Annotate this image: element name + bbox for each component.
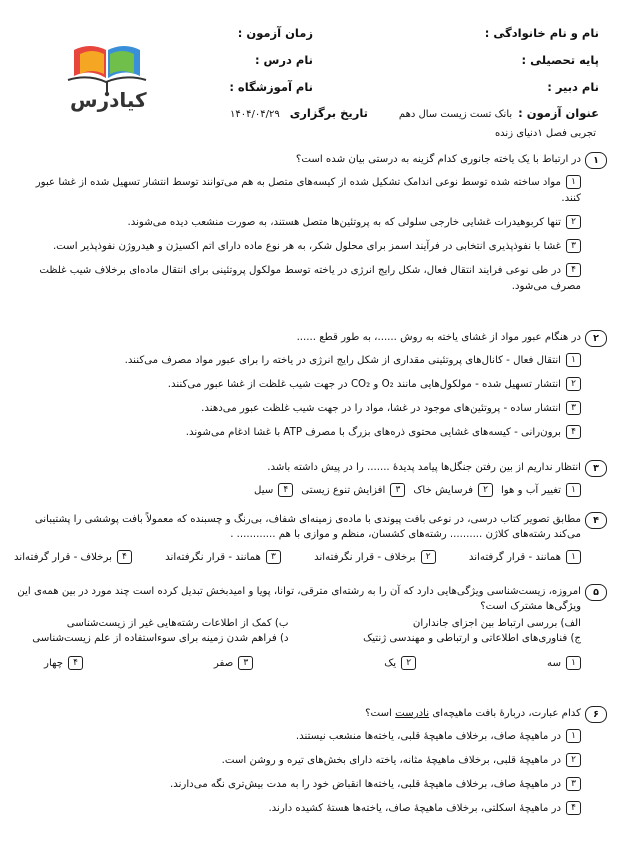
teacher-label: نام دبیر : bbox=[547, 80, 599, 94]
option-text: مواد ساخته شده توسط نوعی اندامک تشکیل شده از کیسه‌های متصل به هم می‌توانند توسط انتشار تسهیل شده از غشا عبور کنند. bbox=[35, 177, 581, 204]
question-text: در ارتباط با یک یاخته جانوری کدام گزینه به درستی بیان شده است؟ bbox=[295, 154, 581, 165]
option-text: غشا با نفوذپذیری انتخابی در فرآیند اسمز برای محلول شکر، به هر نوع ماده دارای اتم اکسیژن و هیدروژن نفوذپذیر است. bbox=[52, 241, 561, 252]
statement-list bbox=[14, 616, 581, 646]
option-text: انتشار تسهیل شده - مولکول‌هایی مانند O₂ و CO₂ در جهت شیب غلظت از غشا عبور می‌کنند. bbox=[167, 379, 561, 390]
option-text: برخلاف - قرار گرفته‌اند bbox=[14, 552, 112, 563]
question-5 bbox=[14, 584, 607, 670]
option-number: ۳ bbox=[238, 656, 253, 670]
exam-date bbox=[230, 106, 368, 120]
question-1 bbox=[14, 152, 607, 295]
option-number: ۲ bbox=[566, 215, 581, 229]
exam-title bbox=[399, 106, 599, 120]
option-number: ۳ bbox=[566, 401, 581, 415]
question-text: امروزه، زیست‌شناسی ویژگی‌هایی دارد که آن را به رشته‌ای مترقی، توانا، پویا و امیدبخش تبدیل کرده است چند مورد در بین همه‌ی این ویژگی‌ها مشترک است؟ bbox=[17, 586, 581, 612]
option-3[interactable] bbox=[14, 239, 581, 255]
option-4[interactable] bbox=[254, 483, 293, 497]
option-3[interactable] bbox=[301, 483, 405, 497]
option-3[interactable] bbox=[14, 401, 581, 417]
option-text: در ماهیچهٔ قلبی، برخلاف ماهیچهٔ مثانه، یاخته دارای بخش‌های تیره و روشن است. bbox=[221, 755, 561, 766]
underlined-keyword: نادرست bbox=[395, 708, 430, 719]
question-2 bbox=[14, 330, 607, 441]
options-row bbox=[14, 550, 581, 564]
option-4[interactable] bbox=[14, 550, 132, 564]
option-text: همانند - قرار گرفته‌اند bbox=[468, 552, 561, 563]
option-text: سه bbox=[547, 658, 561, 669]
exam-date-value: ۱۴۰۴/۰۴/۲۹ bbox=[229, 109, 280, 120]
option-3[interactable] bbox=[165, 550, 281, 564]
question-text: در هنگام عبور مواد از غشای یاخته به روش ......، به طور قطع ...... bbox=[296, 332, 581, 343]
option-1[interactable] bbox=[14, 729, 581, 745]
option-text: در ماهیچهٔ صاف، برخلاف ماهیچهٔ قلبی، یاخته‌ها منشعب نیستند. bbox=[295, 731, 561, 742]
options-row bbox=[14, 656, 581, 670]
institute-label: نام آموزشگاه : bbox=[229, 80, 313, 94]
question-3 bbox=[14, 460, 607, 497]
option-number: ۱ bbox=[566, 483, 581, 497]
option-text: انتشار ساده - پروتئین‌های موجود در غشا، مواد را در جهت شیب غلظت عبور می‌دهند. bbox=[201, 403, 561, 414]
option-text: در طی نوعی فرایند انتقال فعال، شکل رایج انرژی در یاخته توسط مولکول پروتئینی برای انتقال ماده‌ای برخلاف شیب غلظت مصرف می‌شود. bbox=[39, 265, 581, 292]
statement-item: ب) کمک از اطلاعات رشته‌هایی غیر از زیست‌شناسی bbox=[66, 618, 289, 629]
option-number: ۴ bbox=[278, 483, 293, 497]
exam-title-value: بانک تست زیست سال دهم bbox=[398, 109, 513, 120]
option-number: ۴ bbox=[566, 425, 581, 439]
option-3[interactable] bbox=[14, 777, 581, 793]
option-text: فرسایش خاک bbox=[413, 485, 474, 496]
exam-subtitle: تجربی فصل ۱دنیای زنده bbox=[494, 128, 596, 139]
question-text bbox=[14, 706, 581, 721]
option-number: ۳ bbox=[390, 483, 405, 497]
logo-wordmark: کیادرس bbox=[70, 88, 147, 112]
question-number: ۲ bbox=[585, 330, 607, 347]
question-number: ۱ bbox=[585, 152, 607, 169]
exam-date-label: تاریخ برگزاری bbox=[289, 106, 368, 120]
exam-title-label: عنوان آزمون : bbox=[518, 106, 599, 120]
option-3[interactable] bbox=[214, 656, 253, 670]
option-number: ۱ bbox=[566, 175, 581, 189]
option-text: افزایش تنوع زیستی bbox=[301, 485, 386, 496]
statement-item: د) فراهم شدن زمینه برای سوءاستفاده از علم زیست‌شناسی bbox=[32, 633, 289, 644]
option-text: تنها کربوهیدرات غشایی خارجی سلولی که به پروتئین‌ها متصل هستند، به صورت منشعب دیده می‌شوند. bbox=[127, 217, 561, 228]
option-text: انتقال فعال - کانال‌های پروتئینی مقداری از شکل رایج انرژی در یاخته را برای عبور مواد مصرف می‌کنند. bbox=[124, 355, 561, 366]
option-text: صفر bbox=[213, 658, 234, 669]
option-1[interactable] bbox=[501, 483, 581, 497]
option-number: ۱ bbox=[566, 353, 581, 367]
grade-label: پایه تحصیلی : bbox=[521, 53, 599, 67]
option-2[interactable] bbox=[413, 483, 493, 497]
option-number: ۴ bbox=[566, 801, 581, 815]
option-text: در ماهیچهٔ اسکلتی، برخلاف ماهیچهٔ صاف، یاخته‌ها هستهٔ کشیده دارند. bbox=[268, 803, 561, 814]
option-number: ۱ bbox=[566, 550, 581, 564]
option-text: همانند - قرار نگرفته‌اند bbox=[165, 552, 261, 563]
question-text-end: است؟ bbox=[365, 708, 392, 719]
option-number: ۴ bbox=[68, 656, 83, 670]
option-number: ۱ bbox=[566, 656, 581, 670]
option-4[interactable] bbox=[14, 263, 581, 295]
option-text: برخلاف - قرار نگرفته‌اند bbox=[314, 552, 416, 563]
course-name-label: نام درس : bbox=[254, 53, 313, 67]
option-number: ۲ bbox=[421, 550, 436, 564]
option-2[interactable] bbox=[14, 753, 581, 769]
option-number: ۲ bbox=[566, 753, 581, 767]
option-4[interactable] bbox=[44, 656, 83, 670]
option-number: ۴ bbox=[566, 263, 581, 277]
option-2[interactable] bbox=[14, 377, 581, 393]
question-4 bbox=[14, 512, 607, 564]
option-2[interactable] bbox=[384, 656, 416, 670]
question-number: ۶ bbox=[585, 706, 607, 723]
option-1[interactable] bbox=[14, 175, 581, 207]
option-number: ۱ bbox=[566, 729, 581, 743]
exam-time-label: زمان آزمون : bbox=[237, 26, 313, 40]
option-number: ۲ bbox=[401, 656, 416, 670]
option-text: تغییر آب و هوا bbox=[500, 485, 561, 496]
question-number: ۳ bbox=[585, 460, 607, 477]
option-2[interactable] bbox=[314, 550, 436, 564]
option-4[interactable] bbox=[14, 801, 581, 817]
option-1[interactable] bbox=[14, 353, 581, 369]
option-text: سیل bbox=[254, 485, 274, 496]
option-4[interactable] bbox=[14, 425, 581, 441]
question-number: ۵ bbox=[585, 584, 607, 601]
option-text: در ماهیچهٔ صاف، برخلاف ماهیچهٔ قلبی، یاخته‌ها انقباض خود را به مدت بیش‌تری نگه می‌دارند. bbox=[170, 779, 561, 790]
question-text: مطابق تصویر کتاب درسی، در نوعی بافت پیوندی با ماده‌ی زمینه‌ای شفاف، بی‌رنگ و چسبنده که معمولاً بافت پوششی را پشتیبانی می‌کند رشته‌های کلاژن .......... رشته‌های کشسان، منظم و موازی با هم ............ . bbox=[34, 514, 581, 540]
option-number: ۲ bbox=[478, 483, 493, 497]
option-number: ۳ bbox=[266, 550, 281, 564]
question-text: انتظار نداریم از بین رفتن جنگل‌ها پیامد پدیدهٔ ....... را در پیش داشته باشد. bbox=[267, 462, 581, 473]
option-text: چهار bbox=[44, 658, 64, 669]
options-row bbox=[14, 483, 581, 497]
option-2[interactable] bbox=[14, 215, 581, 231]
option-number: ۲ bbox=[566, 377, 581, 391]
option-1[interactable] bbox=[547, 656, 581, 670]
option-number: ۳ bbox=[566, 777, 581, 791]
option-number: ۳ bbox=[566, 239, 581, 253]
question-6 bbox=[14, 706, 607, 817]
question-text-start: کدام عبارت، دربارهٔ بافت ماهیچه‌ای bbox=[432, 708, 581, 719]
statement-item: الف) بررسی ارتباط بین اجزای جانداران bbox=[412, 618, 581, 629]
student-name-label: نام و نام خانوادگی : bbox=[484, 26, 599, 40]
option-1[interactable] bbox=[469, 550, 581, 564]
option-number: ۴ bbox=[117, 550, 132, 564]
option-text: یک bbox=[384, 658, 397, 669]
statement-item: ج) فناوری‌های اطلاعاتی و ارتباطی و مهندسی ژنتیک bbox=[363, 633, 581, 644]
question-number: ۴ bbox=[585, 512, 607, 529]
option-text: برون‌رانی - کیسه‌های غشایی محتوی ذره‌های بزرگ با مصرف ATP با غشا ادغام می‌شوند. bbox=[185, 427, 561, 438]
